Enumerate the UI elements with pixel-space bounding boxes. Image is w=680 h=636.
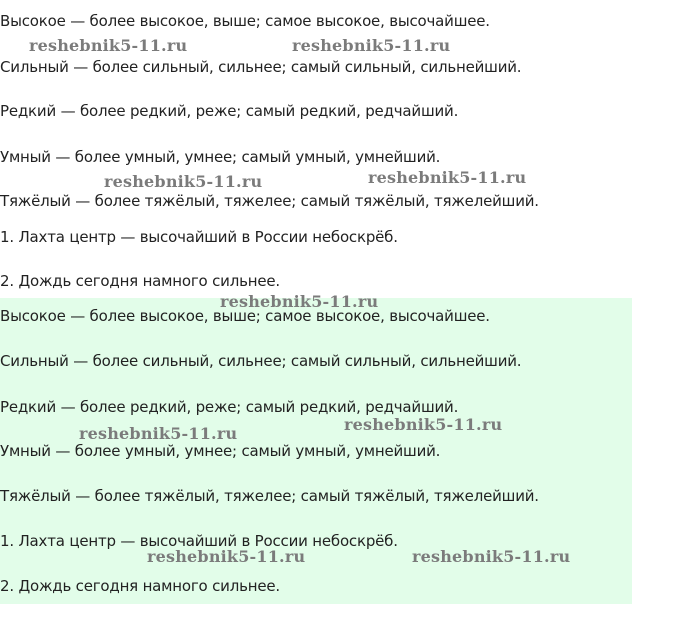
- text-line: Тяжёлый — более тяжёлый, тяжелее; самый тяжёлый, тяжелейший.: [0, 487, 539, 505]
- watermark: reshebnik5-11.ru: [29, 36, 188, 55]
- text-line: Тяжёлый — более тяжёлый, тяжелее; самый тяжёлый, тяжелейший.: [0, 192, 539, 210]
- watermark: reshebnik5-11.ru: [368, 168, 527, 187]
- watermark: reshebnik5-11.ru: [220, 292, 379, 311]
- watermark: reshebnik5-11.ru: [104, 172, 263, 191]
- text-line: 1. Лахта центр — высочайший в России небоскрёб.: [0, 228, 398, 246]
- text-line: Умный — более умный, умнее; самый умный, умнейший.: [0, 148, 441, 166]
- text-line: 2. Дождь сегодня намного сильнее.: [0, 577, 280, 595]
- watermark: reshebnik5-11.ru: [344, 415, 503, 434]
- watermark: reshebnik5-11.ru: [412, 547, 571, 566]
- text-line: Высокое — более высокое, выше; самое высокое, высочайшее.: [0, 12, 490, 30]
- text-line: Сильный — более сильный, сильнее; самый сильный, сильнейший.: [0, 352, 522, 370]
- text-line: 1. Лахта центр — высочайший в России небоскрёб.: [0, 532, 398, 550]
- watermark: reshebnik5-11.ru: [147, 547, 306, 566]
- text-line: Редкий — более редкий, реже; самый редкий, редчайший.: [0, 398, 459, 416]
- watermark: reshebnik5-11.ru: [292, 36, 451, 55]
- text-line: Редкий — более редкий, реже; самый редкий, редчайший.: [0, 102, 459, 120]
- text-line: 2. Дождь сегодня намного сильнее.: [0, 272, 280, 290]
- text-line: Умный — более умный, умнее; самый умный, умнейший.: [0, 442, 441, 460]
- watermark: reshebnik5-11.ru: [79, 424, 238, 443]
- text-line: Сильный — более сильный, сильнее; самый сильный, сильнейший.: [0, 58, 522, 76]
- text-line: Высокое — более высокое, выше; самое высокое, высочайшее.: [0, 307, 490, 325]
